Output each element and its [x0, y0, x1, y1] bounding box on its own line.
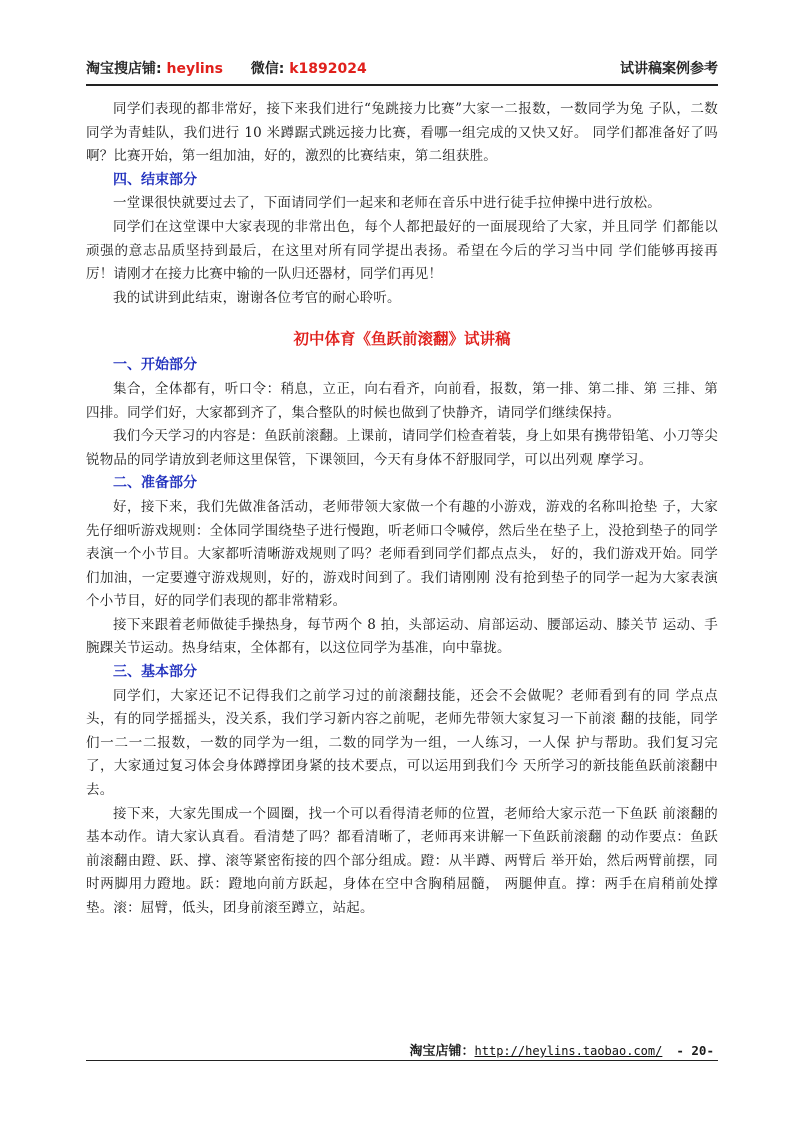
page-header [86, 54, 718, 86]
shop-label: 淘宝搜店铺: [86, 61, 162, 77]
header-title: 试讲稿案例参考 [620, 61, 718, 77]
footer-label: 淘宝店铺： [409, 1044, 475, 1059]
document-title: 初中体育《鱼跃前滚翻》试讲稿 [293, 329, 511, 349]
paragraph: 同学们表现的都非常好，接下来我们进行“兔跳接力比赛”大家一二报数，一数同学为兔 子队，二数同学为青蛙队，我们进行 10 米蹲踞式跳远接力比赛，看哪一组完成的又快又好。 同学们都准备好了吗啊？比赛开始，第一组加油，好的，激烈的比赛结束，第二组获胜。 [86, 101, 718, 165]
paragraph: 我们今天学习的内容是：鱼跃前滚翻。上课前，请同学们检查着装，身上如果有携带铅笔、小刀等尖锐物品的同学请放到老师这里保管，下课领回，今天有身体不舒服同学，可以出列观 摩学习。 [86, 428, 718, 468]
paragraph: 接下来，大家先围成一个圆圈，找一个可以看得清老师的位置，老师给大家示范一下鱼跃 前滚翻的基本动作。请大家认真看。看清楚了吗？都看清晰了，老师再来讲解一下鱼跃前滚翻 的动作要点：鱼跃前滚翻由蹬、跃、撑、滚等紧密衔接的四个部分组成。蹬：从半蹲、两臂后 举开始，然后两臂前摆，同时两脚用力蹬地。跃：蹬地向前方跃起，身体在空中含胸稍屈髓， 两腿伸直。撑：两手在肩稍前处撑垫。滚：屈臂，低头，团身前滚至蹲立，站起。 [86, 805, 718, 916]
footer-link[interactable]: http://heylins.taobao.com/ [474, 1044, 663, 1058]
section-heading-end: 四、结束部分 [113, 171, 197, 188]
wechat-id: k1892024 [289, 61, 367, 77]
section-heading-basic: 三、基本部分 [113, 664, 197, 681]
paragraph: 同学们，大家还记不记得我们之前学习过的前滚翻技能，还会不会做呢？老师看到有的同 学点点头，有的同学摇摇头，没关系，我们学习新内容之前呢，老师先带领大家复习一下前滚 翻的技能，同学们一二一二报数，一数的同学为一组，二数的同学为一组，一人练习，一人保 护与帮助。我们复习完了，大家通过复习体会身体蹲撑团身紧的技术要点，可以运用到我们今 天所学习的新技能鱼跃前滚翻中去。 [86, 687, 718, 799]
page-footer [86, 1038, 718, 1061]
paragraph: 我的试讲到此结束，谢谢各位考官的耐心聆听。 [113, 289, 401, 306]
paragraph: 一堂课很快就要过去了，下面请同学们一起来和老师在音乐中进行徒手拉伸操中进行放松。 [113, 195, 661, 212]
paragraph: 好，接下来，我们先做准备活动，老师带领大家做一个有趣的小游戏，游戏的名称叫抢垫 子，大家先仔细听游戏规则：全体同学围绕垫子进行慢跑，听老师口令喊停，然后坐在垫子上，没抢到垫子的同学表演一个小节目。大家都听清晰游戏规则了吗？老师看到同学们都点点头， 好的，我们游戏开始。同学们加油，一定要遵守游戏规则，好的，游戏时间到了。我们请刚刚 没有抢到垫子的同学一起为大家表演个小节目，好的同学们表现的都非常精彩。 [86, 498, 718, 610]
section-heading-prepare: 二、准备部分 [113, 475, 197, 492]
page-content [86, 98, 718, 921]
shop-info [86, 58, 367, 78]
paragraph: 集合，全体都有，听口令：稍息，立正，向右看齐，向前看，报数，第一排、第二排、第 三排、第四排。同学们好，大家都到齐了，集合整队的时候也做到了快静齐，请同学们继续保持。 [86, 380, 718, 421]
section-heading-start: 一、开始部分 [113, 357, 197, 374]
wechat-label: 微信: [250, 61, 285, 77]
paragraph: 同学们在这堂课中大家表现的非常出色，每个人都把最好的一面展现给了大家，并且同学 们都能以顽强的意志品质坚持到最后，在这里对所有同学提出表扬。希望在今后的学习当中同 学们能够再接再厉！请刚才在接力比赛中输的一队归还器材，同学们再见！ [86, 218, 718, 283]
paragraph: 接下来跟着老师做徒手操热身，每节两个 8 拍，头部运动、肩部运动、腰部运动、膝关节 运动、手腕踝关节运动。热身结束，全体都有，以这位同学为基准，向中靠拢。 [86, 616, 718, 657]
shop-name: heylins [166, 61, 223, 77]
page-number: - 20- [676, 1043, 714, 1058]
